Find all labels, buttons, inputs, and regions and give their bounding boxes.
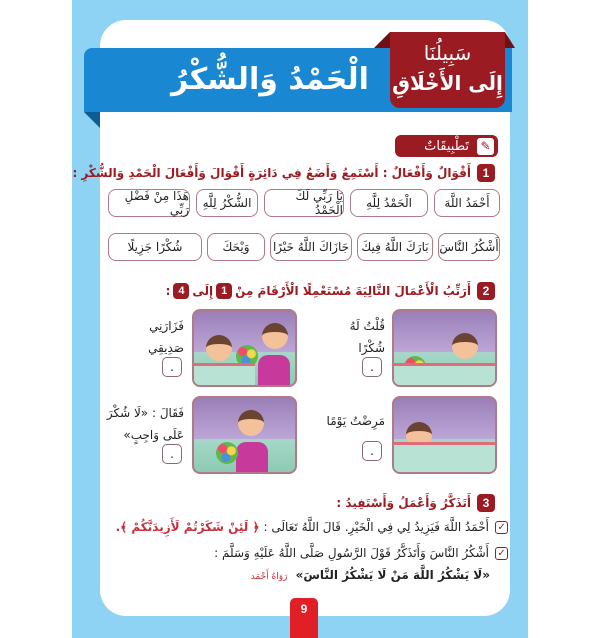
scene-image-visit	[192, 309, 297, 387]
hadith-narrator: رَوَاهُ أَحْمَد	[250, 572, 288, 582]
quran-verse: ﴿ لَئِنْ شَكَرْتُمْ لَأَزِيدَنَّكُمْ ﴾.	[115, 520, 260, 534]
phrase-chip[interactable]: الْحَمْدُ لِلَّهِ	[350, 189, 428, 217]
lesson-title: الْحَمْدُ وَالشُّكْرُ	[171, 62, 369, 97]
phrase-chip[interactable]: أَشْكُرُ النَّاسَ	[438, 233, 500, 261]
bullet2-text: أَشْكُرُ النَّاسَ وَأَتَذَكَّرُ قَوْلَ الرَّسُولِ صَلَّى اللَّهُ عَلَيْهِ وَسَلَّمَ :	[214, 546, 489, 560]
section-heading	[395, 135, 498, 157]
q2-prompt: أَرَتِّبُ الْأَعْمَالَ التَّالِيَةَ مُسْتَعْمِلًا الْأَرْقَامَ مِنْ	[235, 284, 471, 298]
phrase-chip[interactable]: بَارَكَ اللَّهُ فِيكَ	[357, 233, 433, 261]
order-answer-box[interactable]: .	[162, 444, 182, 464]
banner-fold	[84, 112, 100, 128]
hadith-line	[251, 568, 490, 582]
phrase-chip[interactable]: يَا رَبِّي لَكَ الْحَمْدُ	[264, 189, 344, 217]
tag-fold-right	[505, 32, 515, 48]
q3-number-badge: 3	[477, 494, 495, 512]
scene-image-sick	[392, 396, 497, 474]
q2-prompt-line	[166, 282, 495, 300]
scene-image-reply	[192, 396, 297, 474]
scene-caption: قُلْتُ لَهُ شُكْرًا	[349, 319, 385, 355]
scene-caption: فَزَارَنِي صَدِيقِي	[148, 319, 184, 355]
phrase-chip[interactable]: الشُّكْرُ لِلَّهِ	[196, 189, 258, 217]
q2-prompt-end: :	[165, 284, 171, 298]
q2-to-badge: 4	[173, 283, 189, 299]
q3-prompt-line	[336, 494, 495, 512]
q3-bullet-1	[116, 520, 508, 534]
hadith-text: «لَا يَشْكُرُ اللَّهَ مَنْ لَا يَشْكُرُ النَّاسَ»	[295, 568, 490, 582]
bullet1-text: أَحْمَدُ اللَّهَ فَيَزِيدُ لِي فِي الْخَيْرِ. قَالَ اللَّهُ تَعَالَى :	[263, 520, 489, 534]
order-answer-box[interactable]: .	[362, 441, 382, 461]
phrase-chip[interactable]: هَذَا مِنْ فَضْلِ رَبِّي	[108, 189, 190, 217]
q1-row1	[108, 189, 500, 217]
tag-fold-left	[374, 32, 390, 48]
order-answer-box[interactable]: .	[162, 357, 182, 377]
scene-caption: فَقَالَ : «لَا شُكْرَ عَلَى وَاجِبٍ»	[106, 406, 184, 442]
q2-number-badge: 2	[477, 282, 495, 300]
q2-from-badge: 1	[216, 283, 232, 299]
phrase-chip[interactable]: أَحْمَدُ اللَّهَ	[434, 189, 500, 217]
series-tag	[390, 32, 505, 108]
phrase-chip[interactable]: شُكْرًا جَزِيلًا	[108, 233, 202, 261]
pencil-icon: ✎	[477, 138, 494, 155]
phrase-chip[interactable]: جَازَاكَ اللَّهُ خَيْرًا	[270, 233, 352, 261]
q1-prompt-line	[72, 164, 495, 182]
series-tag-line2: إِلَى الأَخْلَاقِ	[392, 71, 503, 95]
q2-to-word: إِلَى	[192, 284, 214, 298]
scene-image-thanks	[392, 309, 497, 387]
order-answer-box[interactable]: .	[362, 357, 382, 377]
q3-prompt: أَتَذَكَّرُ وَأَعْمَلُ وَأَسْتَفِيدُ :	[336, 496, 471, 510]
q1-row2	[108, 233, 500, 261]
q3-bullet-2	[214, 546, 508, 560]
scene-caption: مَرِضْتُ يَوْمًا	[326, 414, 385, 428]
q1-number-badge: 1	[477, 164, 495, 182]
checkbox-checked-icon: ✓	[495, 521, 508, 534]
phrase-chip[interactable]: وَيْحَكَ	[207, 233, 265, 261]
checkbox-checked-icon: ✓	[495, 547, 508, 560]
section-label: تَطْبِيقَاتٌ	[424, 138, 469, 154]
series-tag-line1: سَبِيلُنَا	[423, 41, 472, 65]
q1-prompt: أَقْوَالٌ وَأَفْعَالٌ : أَسْتَمِعُ وَأَضَعُ فِي دَائِرَةٍ أَقْوَالَ وَأَفْعَالَ الْحَمْدِ وَالشُّكْرِ :	[72, 166, 471, 180]
page-number: 9	[290, 598, 318, 638]
